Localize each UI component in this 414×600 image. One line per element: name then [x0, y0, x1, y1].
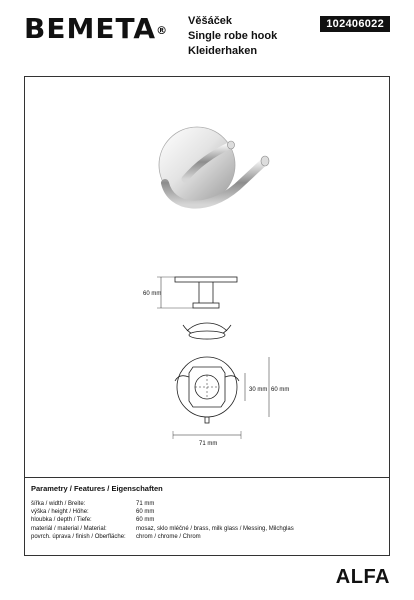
brand-name: BEMETA: [24, 12, 157, 45]
product-code: 102406022: [320, 16, 390, 32]
param-value: 60 mm: [136, 517, 155, 524]
section-divider: [25, 477, 389, 478]
header: [0, 0, 414, 66]
params-table: [31, 500, 294, 541]
params-row: [31, 516, 294, 524]
dim-width: 71 mm: [199, 441, 218, 447]
params-title: Parametry / Features / Eigenschaften: [31, 484, 163, 493]
brand-logo: [24, 14, 168, 44]
title-en: Single robe hook: [188, 30, 278, 42]
param-value: mosaz, sklo mléčné / brass, milk glass / Messing, Milchglas: [136, 525, 294, 532]
product-photo: [145, 117, 275, 227]
params-row: [31, 533, 294, 541]
param-label: povrch. úprava / finish / Oberfläche:: [31, 533, 126, 540]
params-row: [31, 525, 294, 533]
dim-outer: 60 mm: [271, 387, 290, 393]
title-cz: Věšáček: [188, 15, 233, 27]
registered-mark: ®: [156, 24, 169, 37]
param-label: šířka / width / Breite:: [31, 501, 86, 507]
series-name: ALFA: [335, 566, 390, 588]
dim-inner: 30 mm: [249, 387, 268, 393]
side-view: [157, 277, 237, 308]
param-label: hloubka / depth / Tiefe:: [31, 517, 92, 524]
param-label: výška / height / Höhe:: [31, 509, 89, 516]
front-view: [173, 357, 269, 439]
params-row: [31, 500, 294, 508]
param-value: 71 mm: [136, 501, 155, 507]
technical-drawing: [135, 269, 290, 469]
params-row: [31, 508, 294, 516]
param-label: materiál / material / Material:: [31, 525, 107, 532]
title-de: Kleiderhaken: [188, 45, 258, 57]
param-value: chrom / chrome / Chrom: [136, 533, 201, 540]
datasheet-frame: [24, 76, 390, 556]
product-titles: [188, 14, 277, 59]
dim-side-height: 60 mm: [143, 291, 162, 297]
param-value: 60 mm: [136, 509, 155, 516]
top-view: [183, 323, 231, 339]
